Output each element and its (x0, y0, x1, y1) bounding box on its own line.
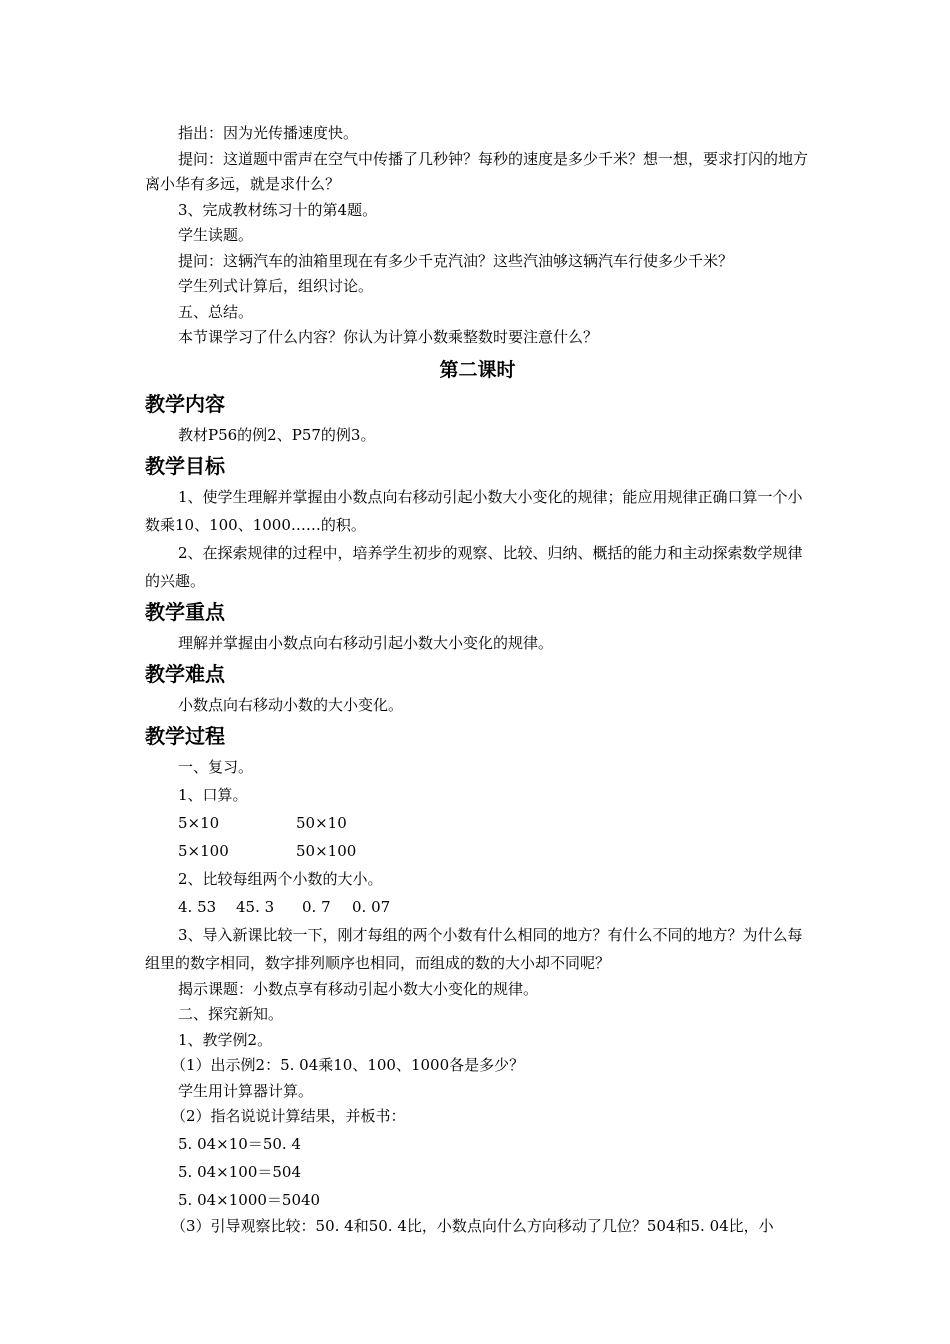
decimal-value: 0. 7 (302, 897, 331, 916)
calc-row (145, 837, 810, 865)
paragraph: 3、导入新课比较一下，刚才每组的两个小数有什么相同的地方？有什么不同的地方？为什么每组里的数字相同，数字排列顺序也相同，而组成的数的大小却不同呢？ (145, 925, 803, 972)
section-title: 第二课时 (439, 358, 516, 381)
paragraph: 一、复习。 (178, 757, 254, 776)
paragraph: （2）指名说说计算结果，并板书： (171, 1107, 406, 1125)
heading-content: 教学内容 (145, 391, 225, 416)
paragraph: 提问：这道题中雷声在空气中传播了几秒钟？每秒的速度是多少千米？想一想，要求打闪的地方离小华有多远，就是求什么？ (145, 149, 809, 193)
paragraph: 指出：因为光传播速度快。 (178, 124, 359, 142)
heading-difficulties: 教学难点 (145, 661, 225, 686)
decimal-value: 4. 53 (178, 897, 217, 916)
paragraph: 揭示课题：小数点享有移动引起小数大小变化的规律。 (178, 979, 539, 998)
decimal-value: 0. 07 (352, 897, 391, 916)
paragraph: 1、口算。 (178, 785, 248, 804)
paragraph: （1）出示例2：5. 04乘10、100、1000各是多少？ (171, 1056, 525, 1074)
goal-item: 2、在探索规律的过程中，培养学生初步的观察、比较、归纳、概括的能力和主动探索数学规律的兴趣。 (145, 543, 803, 590)
paragraph: 五、总结。 (178, 302, 254, 321)
equation: 5. 04×10＝50. 4 (178, 1134, 301, 1153)
equation: 5. 04×100＝504 (178, 1162, 301, 1181)
heading-key-points: 教学重点 (145, 599, 225, 624)
calc-row (145, 809, 810, 837)
calc-cell: 5×10 (178, 813, 220, 832)
heading-process: 教学过程 (145, 723, 225, 748)
paragraph: 提问：这辆汽车的油箱里现在有多少千克汽油？这些汽油够这辆汽车行使多少千米？ (178, 251, 734, 270)
decimal-value: 45. 3 (236, 897, 275, 916)
goal-item: 1、使学生理解并掌握由小数点向右移动引起小数大小变化的规律；能应用规律正确口算一个小数乘10、100、1000……的积。 (145, 487, 803, 534)
paragraph: 教材P56的例2、P57的例3。 (178, 425, 376, 444)
compare-row (145, 893, 810, 921)
paragraph: 小数点向右移动小数的大小变化。 (178, 695, 404, 714)
paragraph: （3）引导观察比较：50. 4和50. 4比，小数点向什么方向移动了几位？504和5. 04比，小 (171, 1216, 774, 1235)
paragraph: 学生用计算器计算。 (178, 1081, 314, 1100)
calc-cell: 50×10 (296, 813, 347, 832)
calc-cell: 50×100 (296, 841, 357, 860)
paragraph: 二、探究新知。 (178, 1005, 284, 1023)
paragraph: 3、完成教材练习十的第4题。 (178, 200, 378, 219)
paragraph: 学生读题。 (178, 226, 254, 244)
equation: 5. 04×1000＝5040 (178, 1190, 321, 1209)
paragraph: 学生列式计算后，组织讨论。 (178, 277, 374, 295)
paragraph: 1、教学例2。 (178, 1030, 273, 1049)
paragraph: 本节课学习了什么内容？你认为计算小数乘整数时要注意什么？ (178, 328, 599, 346)
document-body (145, 121, 810, 1239)
calc-cell: 5×100 (178, 841, 229, 860)
paragraph: 2、比较每组两个小数的大小。 (178, 869, 383, 888)
heading-goals: 教学目标 (145, 453, 225, 478)
paragraph: 理解并掌握由小数点向右移动引起小数大小变化的规律。 (178, 633, 554, 652)
